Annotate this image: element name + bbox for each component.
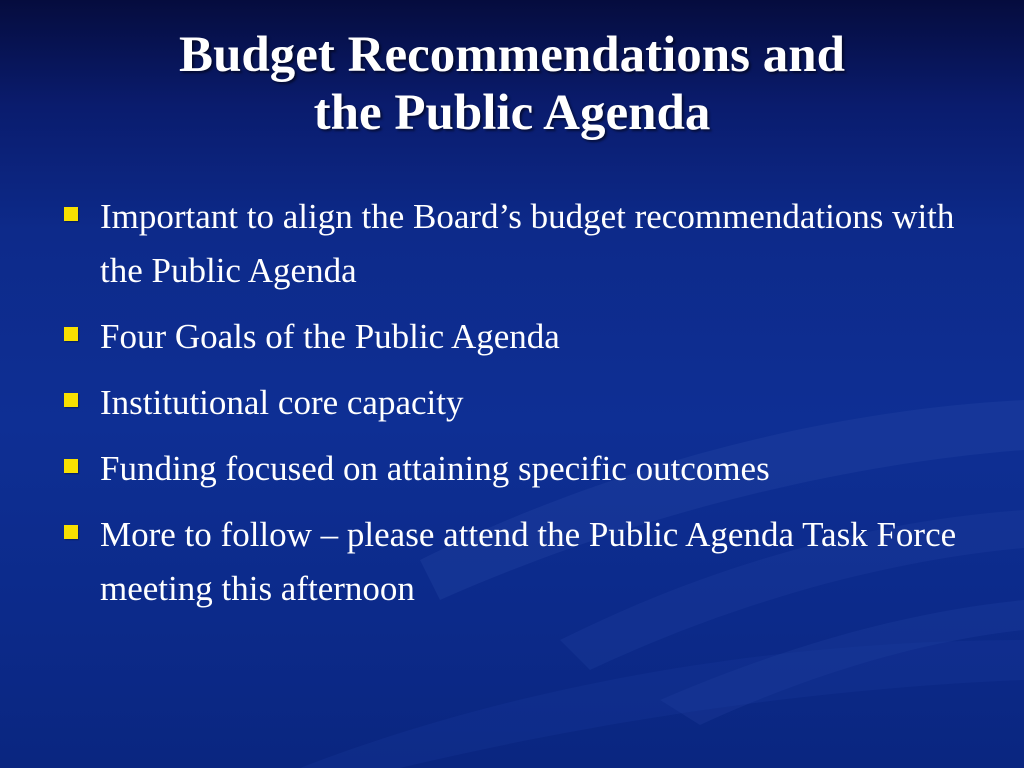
square-bullet-icon (64, 393, 78, 407)
square-bullet-icon (64, 459, 78, 473)
bullet-item (60, 442, 960, 496)
bullet-item (60, 376, 960, 430)
bullet-text: Institutional core capacity (100, 383, 464, 422)
bullet-list (60, 190, 960, 628)
bullet-text: Important to align the Board’s budget recommendations with the Public Agenda (100, 197, 955, 290)
bullet-text: Four Goals of the Public Agenda (100, 317, 560, 356)
square-bullet-icon (64, 207, 78, 221)
slide-title-line-1: Budget Recommendations and (179, 27, 845, 83)
bullet-text: More to follow – please attend the Public Agenda Task Force meeting this afternoon (100, 515, 957, 608)
bullet-item (60, 310, 960, 364)
slide-title-line-2: the Public Agenda (313, 85, 711, 142)
bullet-item (60, 508, 960, 616)
bullet-text: Funding focused on attaining specific outcomes (100, 449, 770, 488)
square-bullet-icon (64, 327, 78, 341)
bullet-item (60, 190, 960, 298)
slide-title (40, 26, 984, 142)
square-bullet-icon (64, 525, 78, 539)
